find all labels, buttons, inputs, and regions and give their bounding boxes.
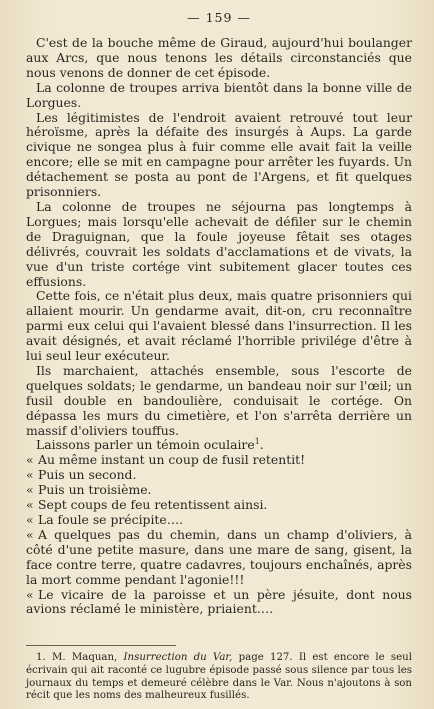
quote-intro-text: Laissons parler un témoin oculaire bbox=[36, 437, 255, 453]
quote-mark: « bbox=[26, 467, 34, 483]
quote-line bbox=[26, 483, 412, 498]
quote-text: A quelques pas du chemin, dans un champ d'oliviers, à côté d'une petite masure, dans une mare de sang, gisent, la face contre terre, quatre cadavres, toujours enchaînés, après la mort comme pendant l'agonie!!! bbox=[26, 526, 412, 587]
footnote-number: 1. bbox=[36, 652, 46, 664]
quote-line bbox=[26, 498, 412, 513]
footnote-text: page 127. Il est encore le seul écrivain qui ait raconté ce lugubre épisode passé sous silence par tous les journaux du temps et demeuré célèbre dans le Var. Nous n'ajoutons à son récit que les noms des malheureux fusillés. bbox=[26, 652, 412, 702]
quote-text: Le vicaire de la paroisse et un père jésuite, dont nous avions réclamé le ministère, priaient…. bbox=[26, 586, 412, 617]
quote-mark: « bbox=[26, 586, 34, 602]
footnote-ref: 1 bbox=[254, 437, 260, 447]
footnote-divider bbox=[26, 645, 176, 646]
quote-line bbox=[26, 513, 412, 528]
quote-text: Sept coups de feu retentissent ainsi. bbox=[38, 497, 268, 513]
quote-line bbox=[26, 528, 412, 588]
quote-intro bbox=[26, 438, 412, 453]
footnote-author: M. Maquan, bbox=[51, 652, 118, 664]
quote-text: Puis un second. bbox=[38, 467, 137, 483]
paragraph: La colonne de troupes arriva bientôt dans la bonne ville de Lorgues. bbox=[26, 79, 412, 110]
paragraph: La colonne de troupes ne séjourna pas longtemps à Lorgues; mais lorsqu'elle achevait de défiler sur le chemin de Draguignan, que la foule joyeuse fêtait ses otages délivrés, couvrait les soldats d'acclamations et de vivats, la vue d'un triste cortége vint subitement glacer toutes ces effusions. bbox=[26, 198, 412, 289]
quote-mark: « bbox=[26, 526, 34, 542]
quote-line bbox=[26, 588, 412, 618]
quote-mark: « bbox=[26, 482, 34, 498]
quote-line bbox=[26, 468, 412, 483]
quote-text: La foule se précipite…. bbox=[38, 512, 184, 527]
main-text bbox=[26, 36, 412, 617]
paragraph: C'est de la bouche même de Giraud, aujourd'hui boulanger aux Arcs, que nous tenons les détails circonstanciés que nous venons de donner de cet épisode. bbox=[26, 35, 412, 80]
footnote-title: Insurrection du Var, bbox=[123, 652, 233, 664]
quote-text: Au même instant un coup de fusil retentit! bbox=[38, 452, 306, 468]
quote-mark: « bbox=[26, 452, 34, 468]
quote-mark: « bbox=[26, 512, 34, 527]
quote-text: Puis un troisième. bbox=[38, 482, 152, 498]
footnote bbox=[26, 652, 412, 702]
paragraph: Les légitimistes de l'endroit avaient retrouvé tout leur héroïsme, après la défaite des insurgés à Aups. La garde civique ne songea plus à fuir comme elle avait fait la veille encore; elle se mit en campagne pour arrêter les fuyards. Un détachement se posta au pont de l'Argens, et fit quelques prisonniers. bbox=[26, 109, 412, 200]
quote-line bbox=[26, 453, 412, 468]
quote-mark: « bbox=[26, 497, 34, 513]
quote-intro-end: . bbox=[259, 437, 264, 453]
paragraph: Ils marchaient, attachés ensemble, sous l'escorte de quelques soldats; le gendarme, un bandeau noir sur l'œil; un fusil double en bandoulière, conduisait le cortége. On dépassa les murs du cimetière, et l'on s'arrêta derrière un massif d'oliviers touffus. bbox=[26, 362, 412, 438]
paragraph: Cette fois, ce n'était plus deux, mais quatre prisonniers qui allaient mourir. Un gendarme avait, dit-on, cru reconnaître parmi eux celui qui l'avaient blessé dans l'insurrection. Il les avait désignés, et avait réclamé l'horrible privilége d'être à lui seul leur exécuteur. bbox=[26, 288, 412, 364]
page-number: — 159 — bbox=[187, 10, 251, 25]
